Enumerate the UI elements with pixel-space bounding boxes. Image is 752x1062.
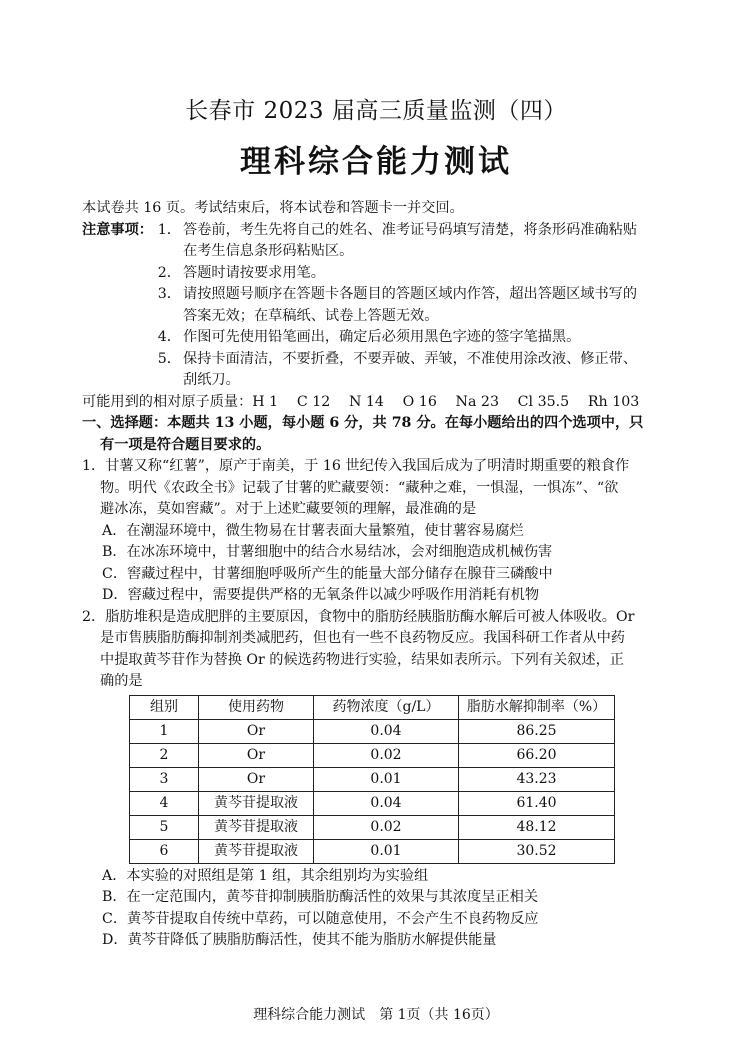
notice-item-number: 4．: [157, 329, 181, 345]
footer-subject: 理科综合能力测试: [253, 1007, 366, 1023]
table-row: [130, 815, 615, 839]
notice-list: [157, 220, 674, 392]
table-header: 使用药物: [199, 695, 314, 719]
notice-item-text: 答题时请按要求用笔。: [183, 264, 325, 281]
question-stem: 中提取黄芩苷作为替换 Or 的候选药物进行实验，结果如表所示。下列有关叙述，正: [100, 651, 624, 668]
option-a: A．本实验的对照组是第 1 组，其余组别均为实验组: [102, 867, 429, 884]
footer-page-number: 第 1页（共 16页）: [379, 1007, 499, 1023]
table-cell: 0.01: [314, 767, 459, 791]
atomic-masses: 可能用到的相对原子质量：H 1 C 12 N 14 O 16 Na 23 Cl 35.5 Rh 103: [82, 393, 640, 410]
table-cell: 0.02: [314, 743, 459, 767]
table-header-row: [130, 695, 615, 719]
table-cell: 0.04: [314, 791, 459, 815]
exam-subtitle: 理科综合能力测试: [240, 144, 512, 180]
table-cell: 3: [130, 767, 199, 791]
notice-item-text: 请按照题号顺序在答题卡各题目的答题区域内作答，超出答题区域书写的: [183, 286, 638, 302]
table-cell: 43.23: [459, 767, 615, 791]
notice-item-text: 刮纸刀。: [183, 372, 240, 388]
section-heading-cont: 有一项是符合题目要求的。: [100, 436, 271, 453]
intro-text: 本试卷共 16 页。考试结束后，将本试卷和答题卡一并交回。: [82, 200, 464, 216]
table-cell: 2: [130, 743, 199, 767]
table-cell: 61.40: [459, 791, 615, 815]
table-cell: 0.02: [314, 815, 459, 839]
notice-item-number: 2．: [157, 264, 181, 281]
page-footer: [0, 1005, 752, 1027]
notice-label: 注意事项：: [82, 221, 153, 238]
option-a: A．在潮湿环境中，微生物易在甘薯表面大量繁殖，使甘薯容易腐烂: [102, 522, 524, 539]
notice-item-text: 答案无效；在草稿纸、试卷上答题无效。: [183, 307, 439, 324]
notice-item-text: 答卷前，考生先将自己的姓名、准考证号码填写清楚，将条形码准确粘贴: [183, 221, 638, 238]
table-cell: 6: [130, 839, 199, 863]
table-cell: 0.04: [314, 719, 459, 743]
question-stem: 1．甘薯又称“红薯”，原产于南美，于 16 世纪传入我国后成为了明清时期重要的粮食作: [82, 458, 630, 474]
question-stem: 物。明代《农政全书》记载了甘薯的贮藏要领：“藏种之难，一惧湿，一惧冻”、“欲: [100, 479, 619, 496]
option-b: B．在一定范围内，黄芩苷抑制胰脂肪酶活性的效果与其浓度呈正相关: [102, 889, 539, 905]
table-cell: 黄芩苷提取液: [199, 815, 314, 839]
notice-block: [82, 220, 674, 392]
table-header: 药物浓度（g/L）: [314, 695, 459, 719]
option-c: C．黄芩苷提取自传统中草药，可以随意使用，不会产生不良药物反应: [102, 910, 539, 927]
question-1: [84, 456, 674, 607]
option-d: D．窖藏过程中，需要提供严格的无氧条件以减少呼吸作用消耗有机物: [102, 587, 540, 603]
option-b: B．在冰冻环境中，甘薯细胞中的结合水易结冰，会对细胞造成机械伤害: [102, 544, 553, 560]
table-cell: 48.12: [459, 815, 615, 839]
notice-item-text: 在考生信息条形码粘贴区。: [183, 243, 354, 259]
notice-item-number: 3．: [157, 286, 181, 302]
question-stem: 确的是: [100, 673, 143, 689]
notice-item-text: 保持卡面清洁，不要折叠，不要弄破、弄皱，不准使用涂改液、修正带、: [183, 350, 638, 367]
table-cell: 86.25: [459, 719, 615, 743]
question-stem: 是市售胰脂肪酶抑制剂类减肥药，但也有一些不良药物反应。我国科研工作者从中药: [100, 630, 625, 646]
table-cell: 66.20: [459, 743, 615, 767]
table-cell: Or: [199, 767, 314, 791]
question-stem: 2．脂肪堆积是造成肥胖的主要原因，食物中的脂肪经胰脂肪酶水解后可被人体吸收。Or: [82, 608, 635, 625]
exam-body: [84, 198, 674, 952]
table-row: [130, 743, 615, 767]
table-cell: 黄芩苷提取液: [199, 791, 314, 815]
question-stem: 避冰冻，莫如窖藏”。对于上述贮藏要领的理解，最准确的是: [100, 501, 477, 517]
notice-item-number: 5．: [157, 350, 181, 367]
notice-item-number: 1．: [157, 221, 181, 238]
table-cell: 30.52: [459, 839, 615, 863]
table-cell: 4: [130, 791, 199, 815]
exam-title: 长春市 2023 届高三质量监测（四）: [185, 98, 567, 124]
table-row: [130, 791, 615, 815]
option-c: C．窖藏过程中，甘薯细胞呼吸所产生的能量大部分储存在腺苷三磷酸中: [102, 565, 553, 582]
table-cell: 黄芩苷提取液: [199, 839, 314, 863]
notice-item: [157, 263, 674, 285]
table-row: [130, 767, 615, 791]
option-d: D．黄芩苷降低了胰脂肪酶活性，使其不能为脂肪水解提供能量: [102, 932, 497, 948]
table-row: [130, 839, 615, 863]
table-row: [130, 719, 615, 743]
notice-item: [157, 220, 674, 263]
notice-item: [157, 327, 674, 349]
table-cell: 5: [130, 815, 199, 839]
table-cell: Or: [199, 719, 314, 743]
notice-item-text: 作图可先使用铅笔画出，确定后必须用黑色字迹的签字笔描黑。: [183, 329, 581, 345]
table-header: 脂肪水解抑制率（%）: [459, 695, 615, 719]
notice-item: [157, 349, 674, 392]
table-header: 组别: [130, 695, 199, 719]
results-table: [129, 695, 615, 864]
notice-item: [157, 284, 674, 327]
table-cell: Or: [199, 743, 314, 767]
section-heading: 一、选择题：本题共 13 小题，每小题 6 分，共 78 分。在每小题给出的四个选项中，只: [82, 415, 644, 431]
question-2: [84, 607, 674, 952]
table-cell: 1: [130, 719, 199, 743]
table-cell: 0.01: [314, 839, 459, 863]
